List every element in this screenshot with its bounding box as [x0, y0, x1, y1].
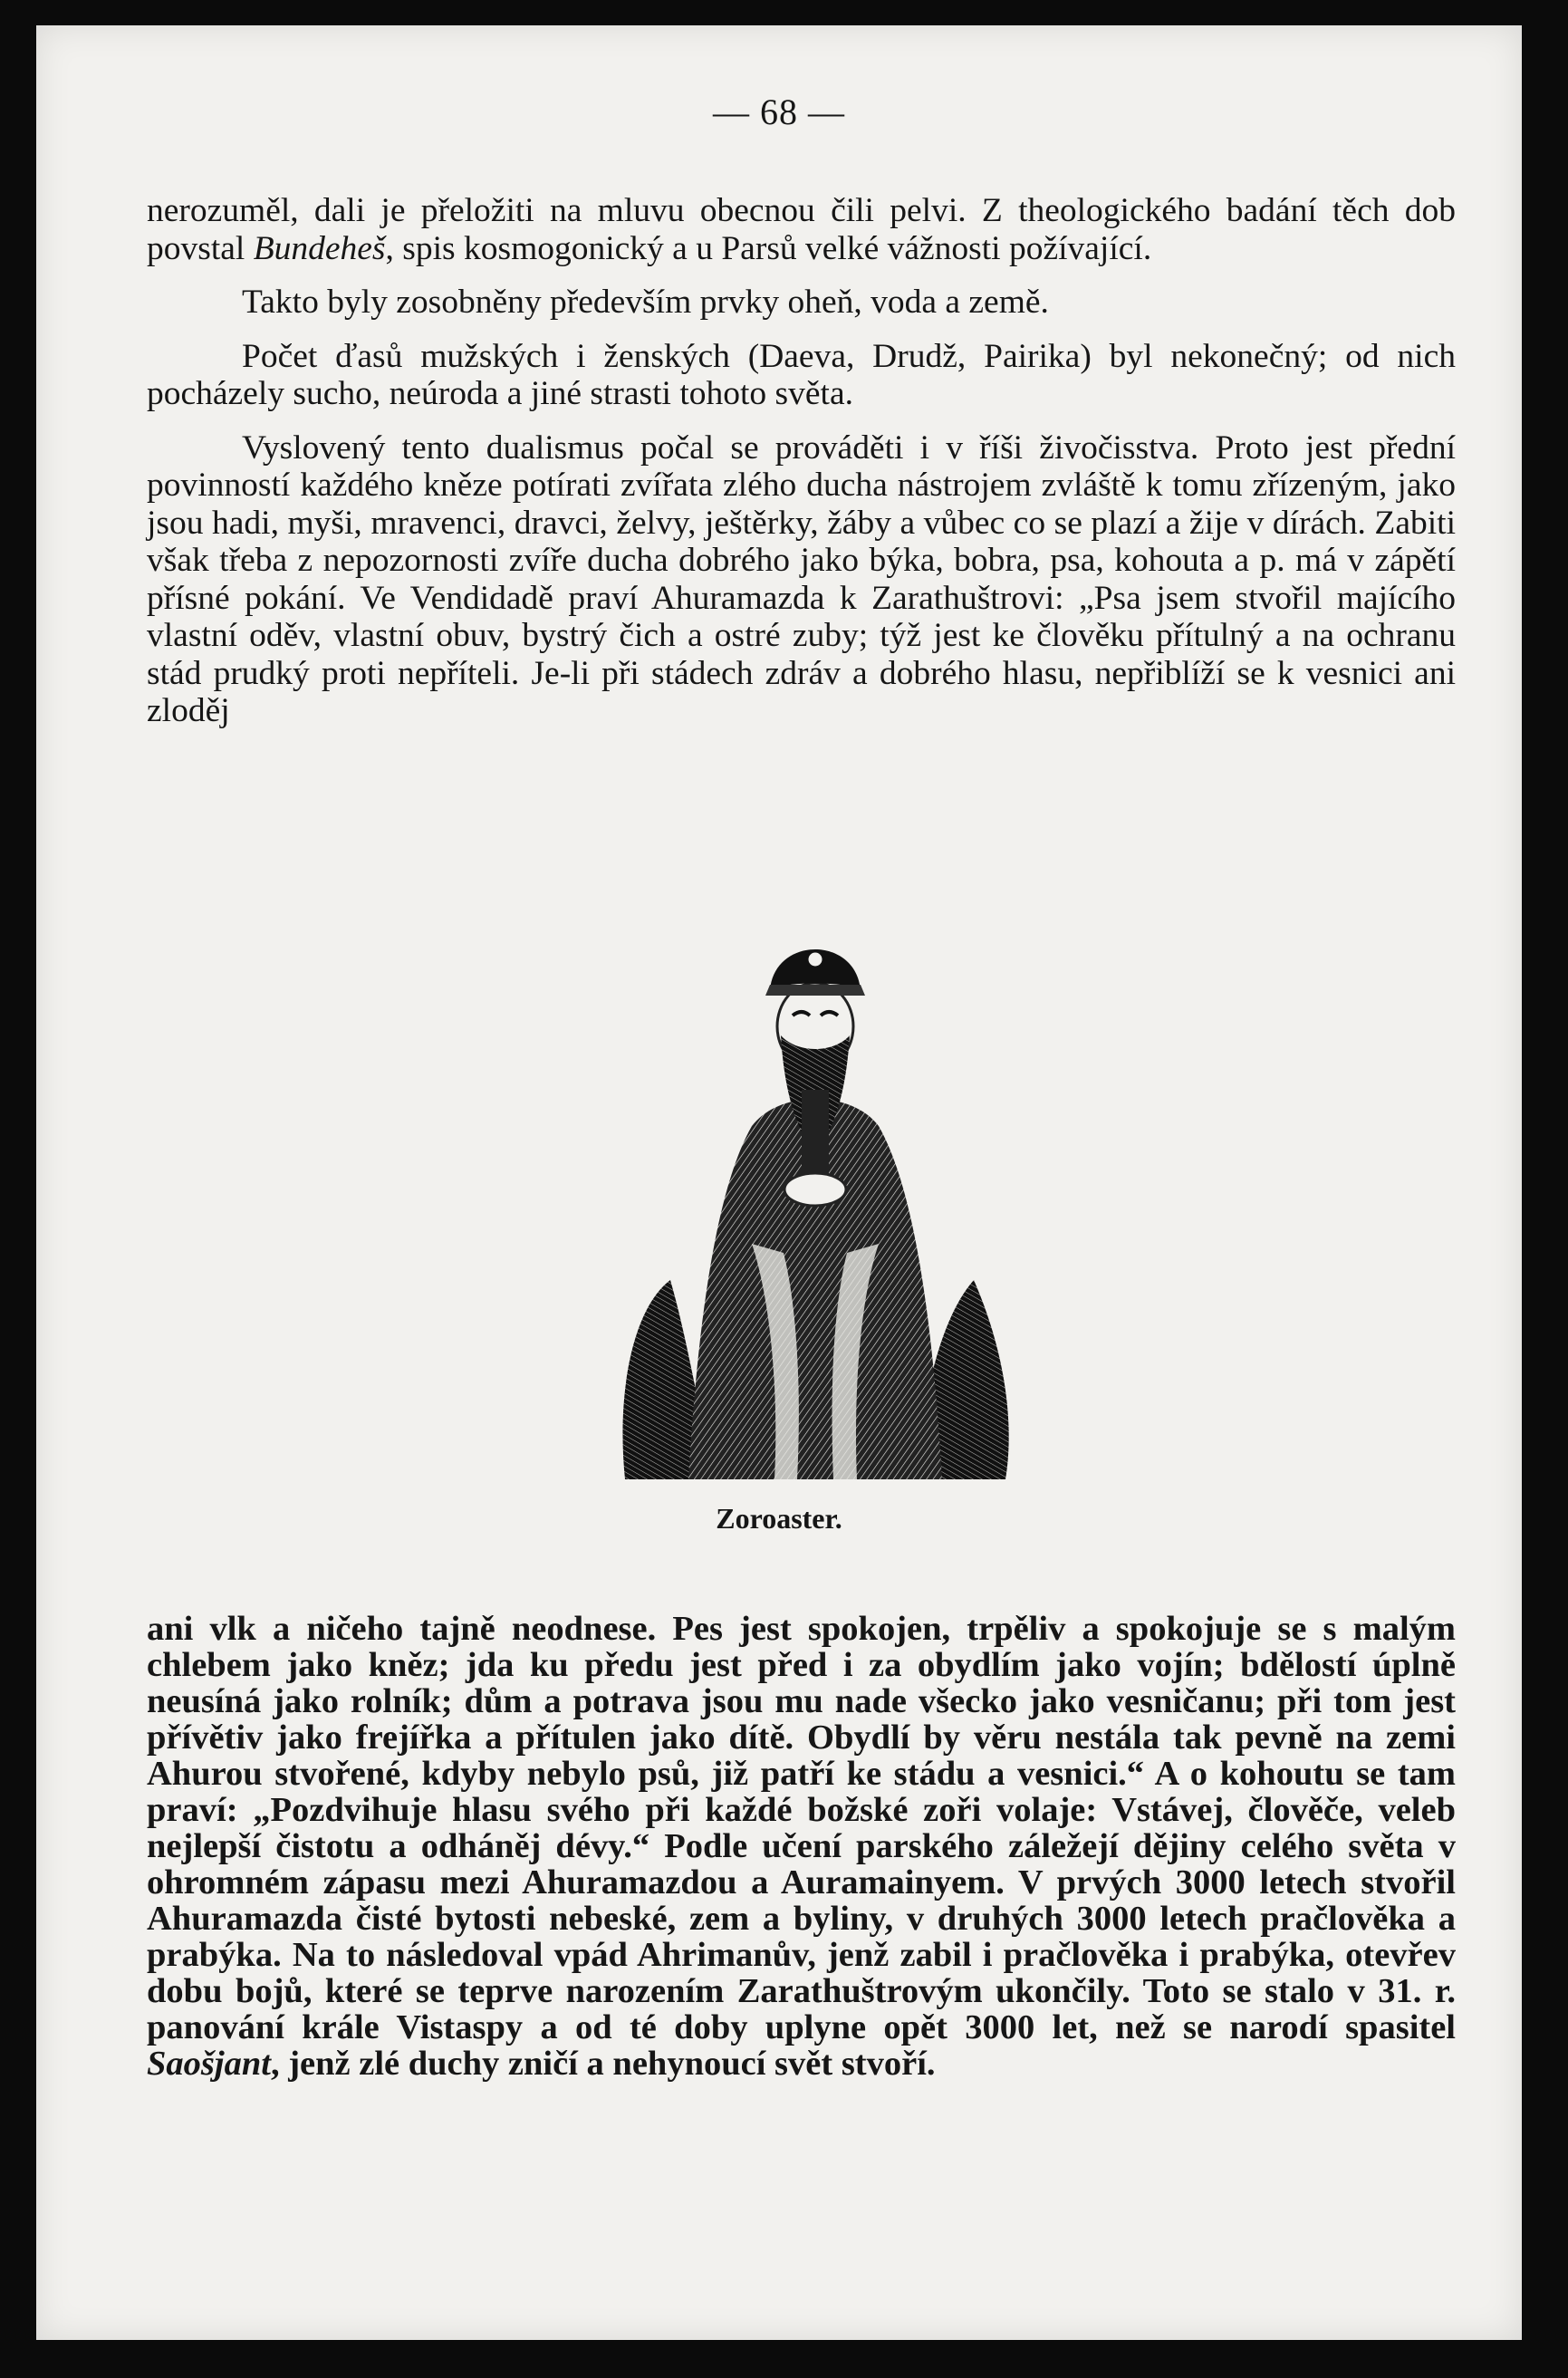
figure-caption: Zoroaster.: [716, 1502, 842, 1535]
top-text: [147, 192, 1456, 730]
text-run: Takto byly zosobněny především prvky oheň, voda a země.: [242, 284, 1049, 321]
text-run: Počet ďasů mužských i ženských (Daeva, Drudž, Pairika) byl nekonečný; od nich pocházely sucho, neúroda a jiné strasti tohoto světa.: [147, 337, 1456, 412]
book-page: [36, 25, 1522, 2340]
paragraph: [147, 429, 1456, 730]
italic-name: Saošjant: [147, 2045, 271, 2083]
text-run: Vyslovený tento dualismus počal se prováděti i v říši živočisstva. Proto jest přední povinností každého kněze potírati zvířata zlého ducha nástrojem zvláště k tomu zřízeným, jako jsou hadi, myši, mravenci, dravci, želvy, ještěrky, žáby a vůbec co se plazí a žije v dírách. Zabiti však třeba z nepozornosti zvíře ducha dobrého jako býka, bobra, psa, kohouta a p. má v zápětí přísné pokání. Ve Vendidadě praví Ahuramazda k Zarathuštrovi: „Psa jsem stvořil majícího vlastní oděv, vlastní obuv, bystrý čich a ostré zuby; týž jest ke člověku přítulný a na ochranu stád prudký proti nepříteli. Je-li při stádech zdráv a dobrého hlasu, nepřiblíží se k vesnici ani zloděj: [147, 428, 1456, 729]
text-run: nerozuměl, dali je přeložiti na mluvu obecnou čili pelvi. Z theologického badání těch dob povstal: [147, 192, 1456, 267]
text-run: , spis kosmogonický a u Parsů velké vážnosti požívající.: [385, 229, 1152, 267]
paragraph: [147, 284, 1456, 322]
paragraph: [147, 1611, 1456, 2082]
text-run: ani vlk a ničeho tajně neodnese. Pes jest spokojen, trpěliv a spokojuje se s malým chlebem jako kněz; jda ku předu jest před i za obydlím jako vojín; bdělostí úplně neusíná jako rolník; dům a potrava jsou mu nade všecko jako vesničanu; při tom jest přívětiv jako frejířka a přítulen jako dítě. Obydlí by věru nestála tak pevně na zemi Ahurou stvořené, kdyby nebylo psů, již patří ke stádu a vesnici.“ A o kohoutu se tam praví: „Pozdvihuje hlasu svého při každé božské zoři volaje: Vstávej, člověče, veleb nejlepší čistotu a odháněj dévy.“ Podle učení parského záležejí dějiny celého světa v ohromném zápasu mezi Ahuramazdou a Auramainyem. V prvých 3000 letech stvořil Ahuramazda čisté bytosti nebeské, zem a byliny, v druhých 3000 letech pračlověka a prabýka. Na to následoval vpád Ahrimanův, jenž zabil i pračlověka i prabýka, otevřev dobu bojů, které se teprve narozením Zarathuštrovým ukončily. Toto se stalo v 31. r. panování krále Vistaspy a od té doby uplyne opět 3000 let, než se narodí spasitel: [147, 1610, 1456, 2046]
italic-title: Bundeheš: [253, 229, 386, 267]
bottom-text: [147, 1611, 1456, 2082]
paragraph: [147, 192, 1456, 267]
paragraph: [147, 338, 1456, 413]
text-run: , jenž zlé duchy zničí a nehynoucí svět stvoří.: [270, 2045, 936, 2083]
page-number: — 68 —: [713, 91, 845, 132]
zoroaster-engraving-icon: [616, 918, 1015, 1497]
